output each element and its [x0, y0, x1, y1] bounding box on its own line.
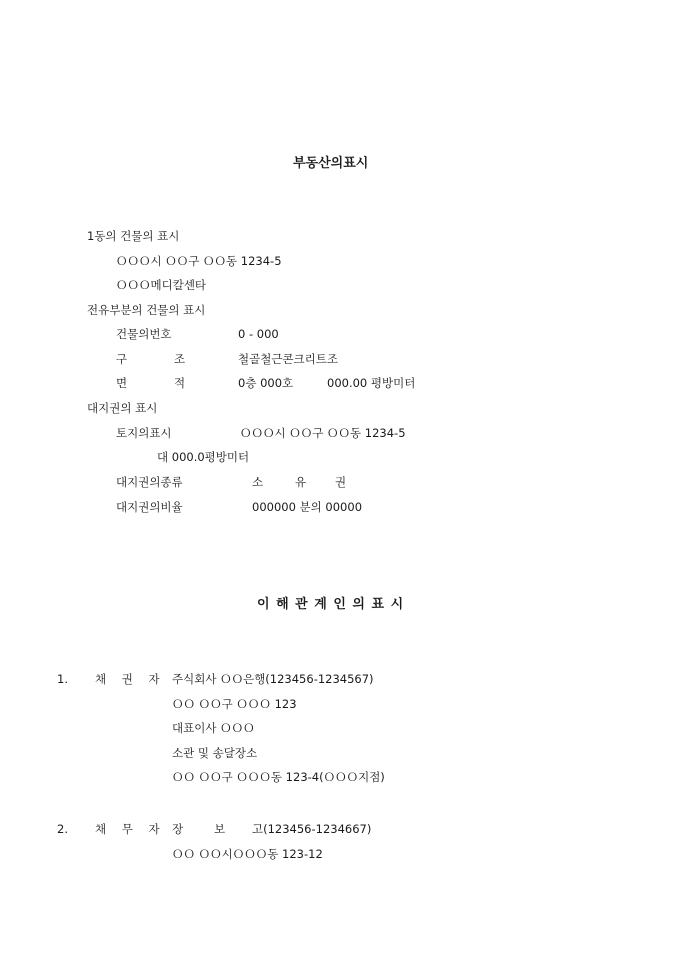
building-header: 1동의 건물의 표시 [87, 229, 180, 243]
right-type-c: 권 [335, 475, 347, 489]
debtor-name-c: 고(123456-1234667) [252, 822, 372, 836]
debtor-address: ＯＯ ＯＯ시ＯＯＯ동 123-12 [172, 847, 323, 861]
unit-no-label: 건물의번호 [116, 327, 172, 341]
area-label-b: 적 [174, 376, 186, 390]
area-label-a: 면 [116, 376, 128, 390]
creditor-branch-label: 소관 및 송달장소 [172, 746, 258, 760]
unit-header: 전유부분의 건물의 표시 [87, 303, 206, 317]
debtor-name-a: 장 [172, 822, 184, 836]
right-type-a: 소 [252, 475, 264, 489]
structure-value: 철골철근콘크리트조 [238, 352, 338, 366]
land-rights-header: 대지권의 표시 [87, 401, 158, 415]
land-address: ＯＯＯ시 ＯＯ구 ＯＯ동 1234-5 [240, 426, 406, 440]
creditor-label: 채 권 자 [95, 672, 166, 686]
structure-label-b: 조 [174, 352, 186, 366]
building-address: ＯＯＯ시 ＯＯ구 ＯＯ동 1234-5 [116, 254, 282, 268]
debtor-number: 2. [57, 822, 68, 836]
right-ratio-value: 000000 분의 00000 [252, 500, 363, 514]
area-value: 000.00 평방미터 [327, 376, 416, 390]
land-area: 대 000.0평방미터 [157, 450, 250, 464]
creditor-address: ＯＯ ＯＯ구 ＯＯＯ 123 [172, 697, 297, 711]
right-ratio-label: 대지권의비율 [116, 500, 183, 514]
debtor-name-b: 보 [214, 822, 226, 836]
land-label: 토지의표시 [116, 426, 172, 440]
building-name: ＯＯＯ메디칼센타 [116, 278, 207, 292]
interested-title: 이 해 관 계 인 의 표 시 [257, 597, 405, 612]
unit-no-value: 0 - 000 [238, 327, 279, 341]
structure-label-a: 구 [116, 352, 128, 366]
right-type-b: 유 [295, 475, 307, 489]
creditor-rep: 대표이사 ＯＯＯ [172, 721, 255, 735]
debtor-label: 채 무 자 [95, 822, 166, 836]
creditor-branch-address: ＯＯ ＯＯ구 ＯＯＯ동 123-4(ＯＯＯ지점) [172, 770, 385, 784]
creditor-number: 1. [57, 672, 68, 686]
creditor-name: 주식회사 ＯＯ은행(123456-1234567) [172, 672, 374, 686]
area-floor: 0층 000호 [238, 376, 294, 390]
property-title: 부동산의표시 [293, 156, 369, 171]
right-type-label: 대지권의종류 [116, 475, 183, 489]
